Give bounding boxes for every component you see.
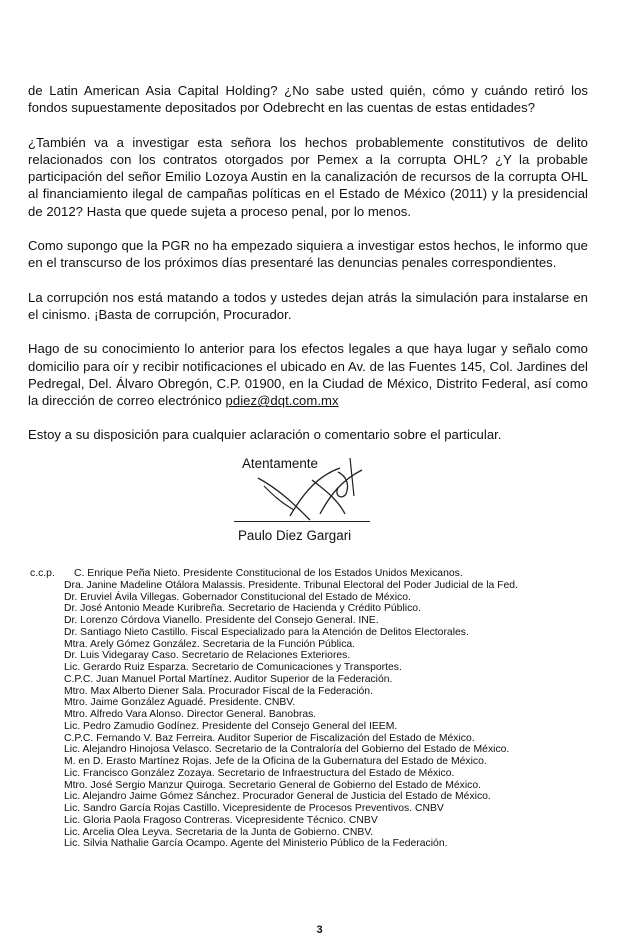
paragraph-criminal-complaints (28, 237, 588, 272)
paragraph-odebrecht-funds (28, 82, 588, 117)
signer-name: Paulo Diez Gargari (238, 528, 352, 543)
ccp-recipient: Dra. Janine Madeline Otálora Malassis. Presidente. Tribunal Electoral del Poder Judicial de la Fed. (64, 579, 518, 591)
ccp-recipient: Mtro. Jaime González Aguadé. Presidente. CNBV. (64, 697, 296, 709)
paragraph-ohl-investigation (28, 134, 588, 220)
ccp-recipient-list (64, 568, 624, 850)
paragraph-corruption (28, 289, 588, 324)
ccp-recipient: Mtra. Arely Gómez González. Secretaria de la Función Pública. (64, 638, 356, 650)
ccp-recipient: C.P.C. Fernando V. Baz Ferreira. Auditor Superior de Fiscalización del Estado de México. (64, 732, 475, 744)
ccp-recipient: Lic. Pedro Zamudio Godínez. Presidente del Consejo General del IEEM. (64, 720, 398, 732)
ccp-recipient: Lic. Arcelia Olea Leyva. Secretaria de la Junta de Gobierno. CNBV. (64, 826, 374, 838)
paragraph-text: de Latin American Asia Capital Holding? ¿No sabe usted quién, cómo y cuándo retiró los fondos supuestamente depositados por Odebrecht en las cuentas de estas entidades? (28, 83, 588, 116)
ccp-recipient: C. Enrique Peña Nieto. Presidente Constitucional de los Estados Unidos Mexicanos. (74, 568, 463, 579)
page-number: 3 (316, 924, 323, 936)
paragraph-text: Como supongo que la PGR no ha empezado siquiera a investigar estos hechos, le informo que en el transcurso de los próximos días presentaré las denuncias penales correspondientes. (28, 238, 588, 271)
ccp-recipient: Dr. Lorenzo Córdova Vianello. Presidente del Consejo General. INE. (64, 615, 379, 626)
ccp-recipient: Lic. Sandro García Rojas Castillo. Vicepresidente de Procesos Preventivos. CNBV (64, 803, 444, 814)
ccp-recipient: Lic. Alejandro Hinojosa Velasco. Secretario de la Contraloría del Gobierno del Estado de México. (64, 744, 510, 756)
ccp-recipient: Lic. Francisco González Zozaya. Secretario de Infraestructura del Estado de México. (64, 767, 455, 779)
ccp-recipient: C.P.C. Juan Manuel Portal Martínez. Auditor Superior de la Federación. (64, 673, 393, 685)
ccp-label: c.c.p. (30, 568, 55, 579)
signature-line (234, 521, 370, 522)
handwritten-signature (250, 450, 370, 526)
paragraph-text: La corrupción nos está matando a todos y ustedes dejan atrás la simulación para instalarse en el cinismo. ¡Basta de corrupción, Procurador. (28, 289, 588, 322)
paragraph-text: Hago de su conocimiento lo anterior para los efectos legales a que haya lugar y señalo como domicilio para oír y recibir notificaciones el ubicado en Av. de las Fuentes 145, Col. Jardines del Pedregal, Del. Álvaro Obregón, C.P. 01900, en la Ciudad de México, Distrito Federal, así como la dirección de correo electrónico (28, 341, 588, 409)
ccp-recipient: Dr. Eruviel Ávila Villegas. Gobernador Constitucional del Estado de México. (64, 591, 411, 603)
paragraph-text: ¿También va a investigar esta señora los hechos probablemente constitutivos de delito relacionados con los contratos otorgados por Pemex a la corrupta OHL? ¿Y la probable participación del señor Emilio Lozoya Austin en la canalización de recursos de la corrupta OHL al financiamiento ilegal de campañas políticas en el Estado de México (2011) y la presidencial de 2012? Hasta que quede sujeta a proceso penal, por lo menos. (28, 134, 588, 219)
ccp-recipient: Mtro. Max Alberto Diener Sala. Procurador Fiscal de la Federación. (64, 685, 373, 697)
ccp-recipient: M. en D. Erasto Martínez Rojas. Jefe de la Oficina de la Gubernatura del Estado de México. (64, 756, 487, 767)
signature-block (230, 450, 380, 550)
paragraph-notification-address (28, 340, 588, 409)
paragraph-closing-offer (28, 426, 588, 443)
ccp-recipient: Mtro. Alfredo Vara Alonso. Director General. Banobras. (64, 709, 317, 720)
ccp-recipient: Dr. Luis Videgaray Caso. Secretario de Relaciones Exteriores. (64, 650, 351, 662)
paragraph-text: Estoy a su disposición para cualquier aclaración o comentario sobre el particular. (28, 427, 502, 443)
ccp-recipient: Lic. Alejandro Jaime Gómez Sánchez. Procurador General de Justicia del Estado de México. (64, 791, 491, 803)
email-address: pdiez@dqt.com.mx (225, 393, 339, 409)
ccp-recipient: Lic. Gloria Paola Fragoso Contreras. Vicepresidente Técnico. CNBV (64, 814, 378, 826)
closing-salutation: Atentamente (242, 456, 318, 471)
ccp-recipient: Dr. José Antonio Meade Kuribreña. Secretario de Hacienda y Crédito Público. (64, 603, 421, 615)
letter-body (28, 82, 588, 461)
ccp-recipient: Dr. Santiago Nieto Castillo. Fiscal Especializado para la Atención de Delitos Electorales. (64, 626, 469, 638)
ccp-recipient: Lic. Silvia Nathalie García Ocampo. Agente del Ministerio Público de la Federación. (64, 838, 448, 850)
ccp-recipient: Mtro. José Sergio Manzur Quiroga. Secretario General de Gobierno del Estado de México. (64, 779, 481, 791)
ccp-recipient: Lic. Gerardo Ruiz Esparza. Secretario de Comunicaciones y Transportes. (64, 662, 402, 673)
